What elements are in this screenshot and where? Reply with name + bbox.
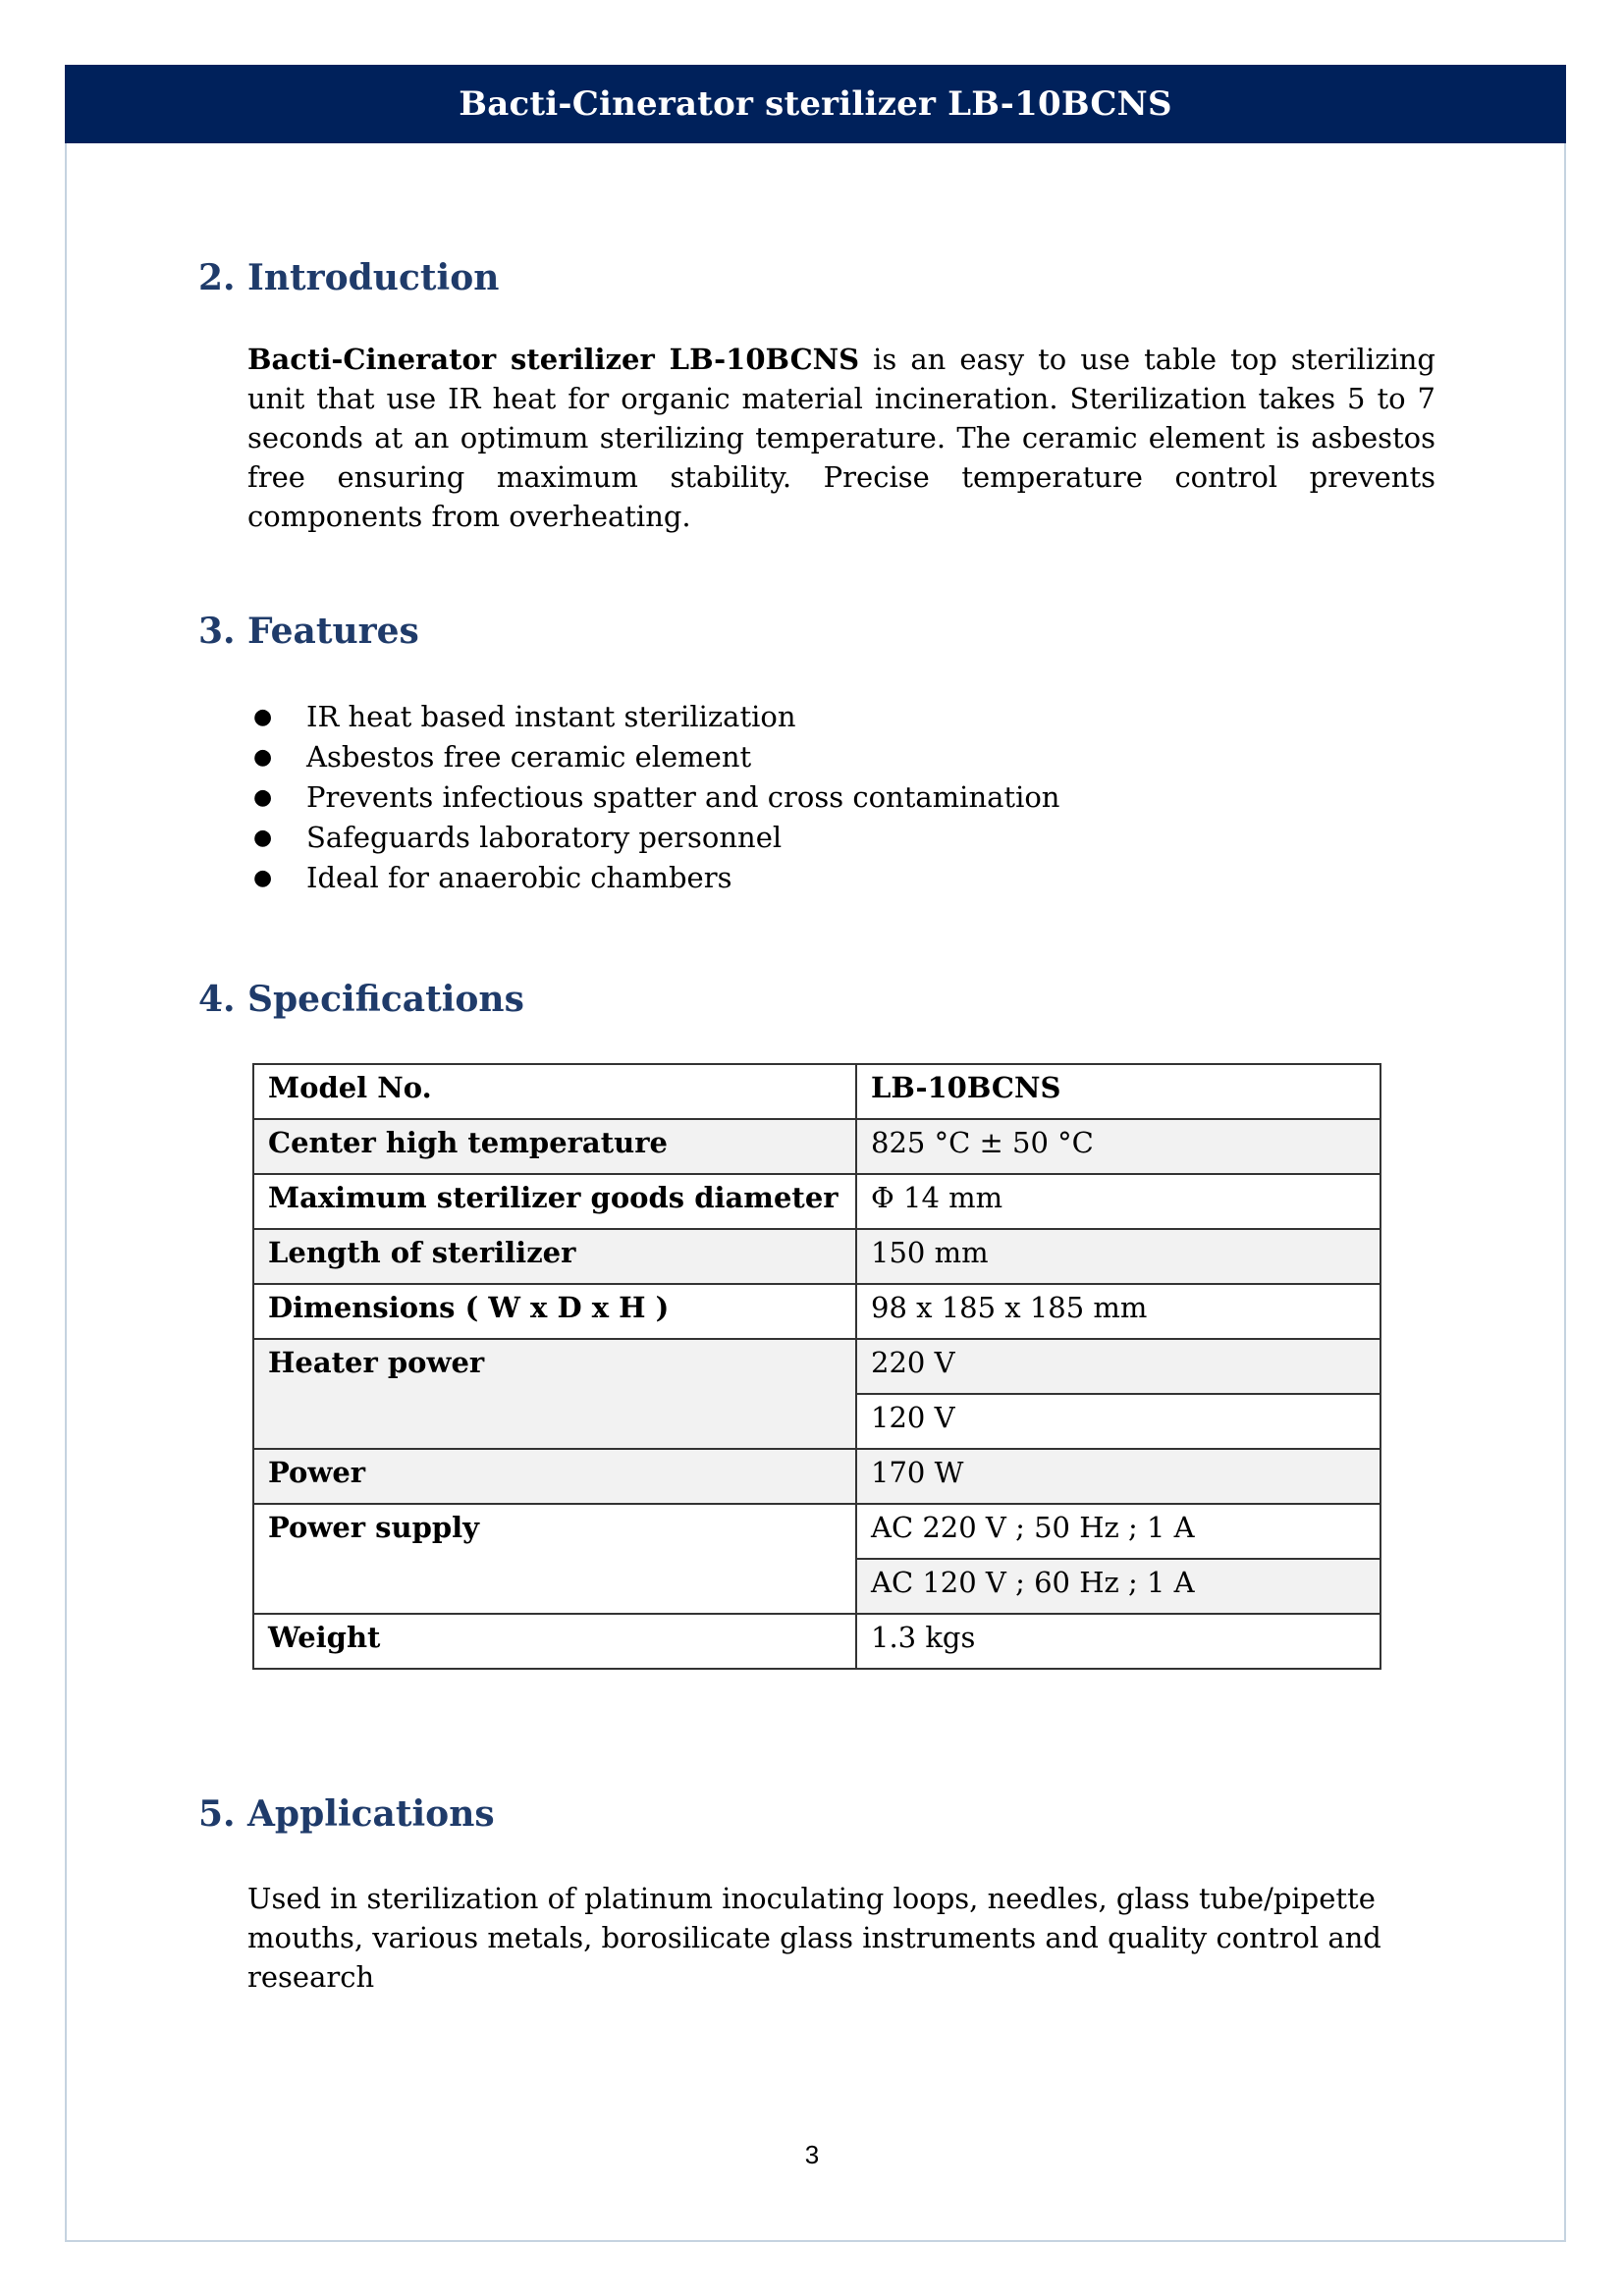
spec-value: 150 mm — [856, 1229, 1380, 1284]
table-row — [253, 1064, 1380, 1119]
spec-value: AC 120 V ; 60 Hz ; 1 A — [856, 1559, 1380, 1614]
spec-value: 170 W — [856, 1449, 1380, 1504]
spec-label: Model No. — [253, 1064, 856, 1119]
heading-specifications — [198, 979, 524, 1020]
introduction-paragraph — [247, 340, 1435, 536]
spec-label: Dimensions ( W x D x H ) — [253, 1284, 856, 1339]
table-row — [253, 1119, 1380, 1174]
spec-label: Heater power — [253, 1339, 856, 1449]
features-list — [247, 697, 1059, 898]
list-item — [247, 858, 1059, 898]
spec-label: Power — [253, 1449, 856, 1504]
bullet-icon: ● — [253, 826, 273, 850]
heading-title: Features — [247, 611, 419, 652]
heading-number: 4. — [198, 979, 236, 1020]
feature-text: Ideal for anaerobic chambers — [306, 861, 732, 894]
table-row — [253, 1174, 1380, 1229]
heading-introduction — [198, 257, 499, 298]
heading-applications — [198, 1793, 495, 1835]
spec-label: Length of sterilizer — [253, 1229, 856, 1284]
spec-value: 825 °C ± 50 °C — [856, 1119, 1380, 1174]
table-row — [253, 1614, 1380, 1669]
table-row — [253, 1504, 1380, 1559]
spec-label: Power supply — [253, 1504, 856, 1614]
feature-text: Safeguards laboratory personnel — [306, 821, 783, 854]
document-header — [65, 65, 1566, 143]
spec-label: Maximum sterilizer goods diameter — [253, 1174, 856, 1229]
feature-text: Asbestos free ceramic element — [306, 740, 752, 774]
document-title: Bacti-Cinerator sterilizer LB-10BCNS — [459, 84, 1172, 124]
intro-product-name: Bacti-Cinerator sterilizer LB-10BCNS — [247, 343, 860, 376]
heading-title: Introduction — [247, 257, 500, 298]
bullet-icon: ● — [253, 745, 273, 770]
feature-text: Prevents infectious spatter and cross contamination — [306, 780, 1060, 814]
specifications-table — [252, 1063, 1381, 1670]
applications-paragraph: Used in sterilization of platinum inoculating loops, needles, glass tube/pipette mouths, various metals, borosilicate glass instruments and quality control and research — [247, 1882, 1381, 1994]
spec-value: AC 220 V ; 50 Hz ; 1 A — [856, 1504, 1380, 1559]
table-row — [253, 1229, 1380, 1284]
heading-title: Specifications — [247, 979, 524, 1020]
heading-title: Applications — [247, 1793, 495, 1835]
list-item — [247, 697, 1059, 737]
list-item — [247, 737, 1059, 777]
spec-label: Center high temperature — [253, 1119, 856, 1174]
heading-features — [198, 611, 419, 652]
table-row — [253, 1284, 1380, 1339]
spec-value: 1.3 kgs — [856, 1614, 1380, 1669]
bullet-icon: ● — [253, 705, 273, 729]
list-item — [247, 777, 1059, 818]
list-item — [247, 818, 1059, 858]
bullet-icon: ● — [253, 785, 273, 810]
heading-number: 5. — [198, 1793, 236, 1835]
spec-value: 220 V — [856, 1339, 1380, 1394]
page-number: 3 — [804, 2140, 820, 2169]
spec-label: Weight — [253, 1614, 856, 1669]
table-row — [253, 1449, 1380, 1504]
heading-number: 3. — [198, 611, 236, 652]
feature-text: IR heat based instant sterilization — [306, 700, 796, 733]
spec-value: 98 x 185 x 185 mm — [856, 1284, 1380, 1339]
spec-value: Φ 14 mm — [856, 1174, 1380, 1229]
spec-value: LB-10BCNS — [856, 1064, 1380, 1119]
table-row — [253, 1339, 1380, 1394]
heading-number: 2. — [198, 257, 236, 298]
spec-value: 120 V — [856, 1394, 1380, 1449]
bullet-icon: ● — [253, 866, 273, 890]
intro-body-text: is an easy to use table top sterilizing unit that use IR heat for organic material incineration. Sterilization takes 5 to 7 seconds at an optimum sterilizing temperature. The ceramic element is asbestos free ensuring maximum stability. Precise temperature control prevents components from overheating. — [247, 343, 1435, 533]
